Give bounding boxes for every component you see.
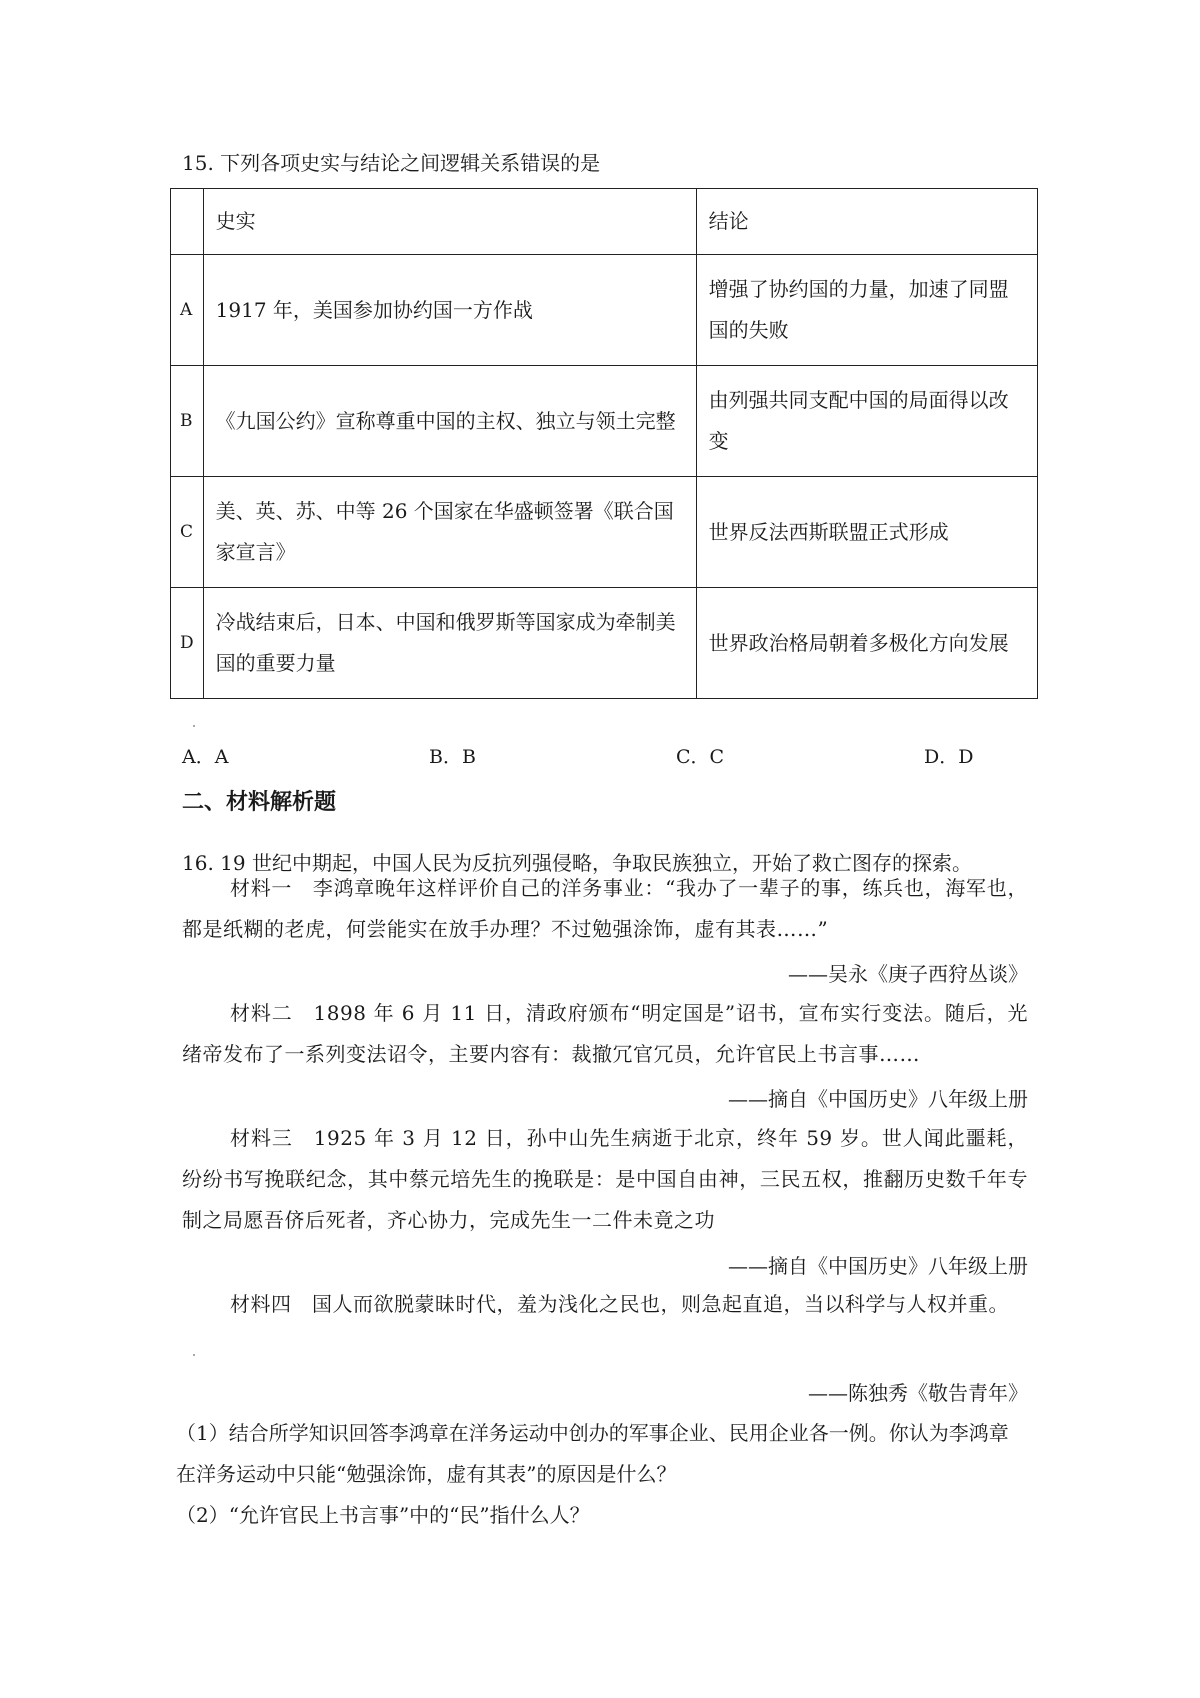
choice-c[interactable]: C．C [676, 746, 725, 768]
row-conclusion: 由列强共同支配中国的局面得以改变 [696, 366, 1037, 477]
scan-dot [193, 1354, 195, 1356]
material-1-source: ——吴永《庚子西狩丛谈》 [788, 962, 1028, 986]
header-conclusion-cell: 结论 [696, 189, 1037, 255]
header-letter-cell [171, 189, 204, 255]
choice-b[interactable]: B．B [429, 746, 476, 768]
material-4-source: ——陈独秀《敬告青年》 [808, 1381, 1028, 1405]
row-conclusion: 世界反法西斯联盟正式形成 [696, 477, 1037, 588]
question-15-title: 15. 下列各项史实与结论之间逻辑关系错误的是 [182, 151, 601, 175]
table-row [171, 588, 1038, 699]
scan-dot [193, 725, 195, 727]
row-letter: D [171, 588, 204, 699]
table-row [171, 477, 1038, 588]
choice-d[interactable]: D．D [924, 746, 974, 768]
material-2-source: ——摘自《中国历史》八年级上册 [728, 1087, 1028, 1111]
material-1: 材料一 李鸿章晚年这样评价自己的洋务事业：“我办了一辈子的事，练兵也，海军也，都是纸糊的老虎，何尝能实在放手办理？不过勉强涂饰，虚有其表……” [182, 876, 1028, 941]
material-2: 材料二 1898 年 6 月 11 日，清政府颁布“明定国是”诏书，宣布实行变法。随后，光绪帝发布了一系列变法诏令，主要内容有：裁撤冗官冗员，允许官民上书言事…… [182, 1001, 1028, 1066]
row-conclusion: 增强了协约国的力量，加速了同盟国的失败 [696, 255, 1037, 366]
table-row [171, 366, 1038, 477]
material-3-source: ——摘自《中国历史》八年级上册 [728, 1254, 1028, 1278]
choice-a[interactable]: A．A [182, 746, 229, 768]
material-3: 材料三 1925 年 3 月 12 日，孙中山先生病逝于北京，终年 59 岁。世人闻此噩耗，纷纷书写挽联纪念，其中蔡元培先生的挽联是：是中国自由神，三民五权，推翻历史数千年专制之局愿吾侪后死者，齐心协力，完成先生一二件未竟之功 [182, 1126, 1028, 1232]
row-letter: B [171, 366, 204, 477]
row-letter: A [171, 255, 204, 366]
row-conclusion: 世界政治格局朝着多极化方向发展 [696, 588, 1037, 699]
facts-table [170, 188, 1038, 699]
question-16-intro: 16. 19 世纪中期起，中国人民为反抗列强侵略，争取民族独立，开始了救亡图存的探索。 [182, 851, 972, 875]
sub-question-1: （1）结合所学知识回答李鸿章在洋务运动中创办的军事企业、民用企业各一例。你认为李鸿章在洋务运动中只能“勉强涂饰，虚有其表”的原因是什么？ [176, 1421, 1009, 1486]
sub-question-2: （2）“允许官民上书言事”中的“民”指什么人？ [176, 1503, 590, 1527]
row-fact: 冷战结束后，日本、中国和俄罗斯等国家成为牵制美国的重要力量 [203, 588, 696, 699]
table-header-row [171, 189, 1038, 255]
section-title: 二、材料解析题 [182, 790, 337, 815]
row-fact: 美、英、苏、中等 26 个国家在华盛顿签署《联合国家宣言》 [203, 477, 696, 588]
material-4: 材料四 国人而欲脱蒙昧时代，羞为浅化之民也，则急起直追，当以科学与人权并重。 [230, 1292, 1009, 1316]
table-row [171, 255, 1038, 366]
row-fact: 1917 年，美国参加协约国一方作战 [203, 255, 696, 366]
row-fact: 《九国公约》宣称尊重中国的主权、独立与领土完整 [203, 366, 696, 477]
header-fact-cell: 史实 [203, 189, 696, 255]
row-letter: C [171, 477, 204, 588]
